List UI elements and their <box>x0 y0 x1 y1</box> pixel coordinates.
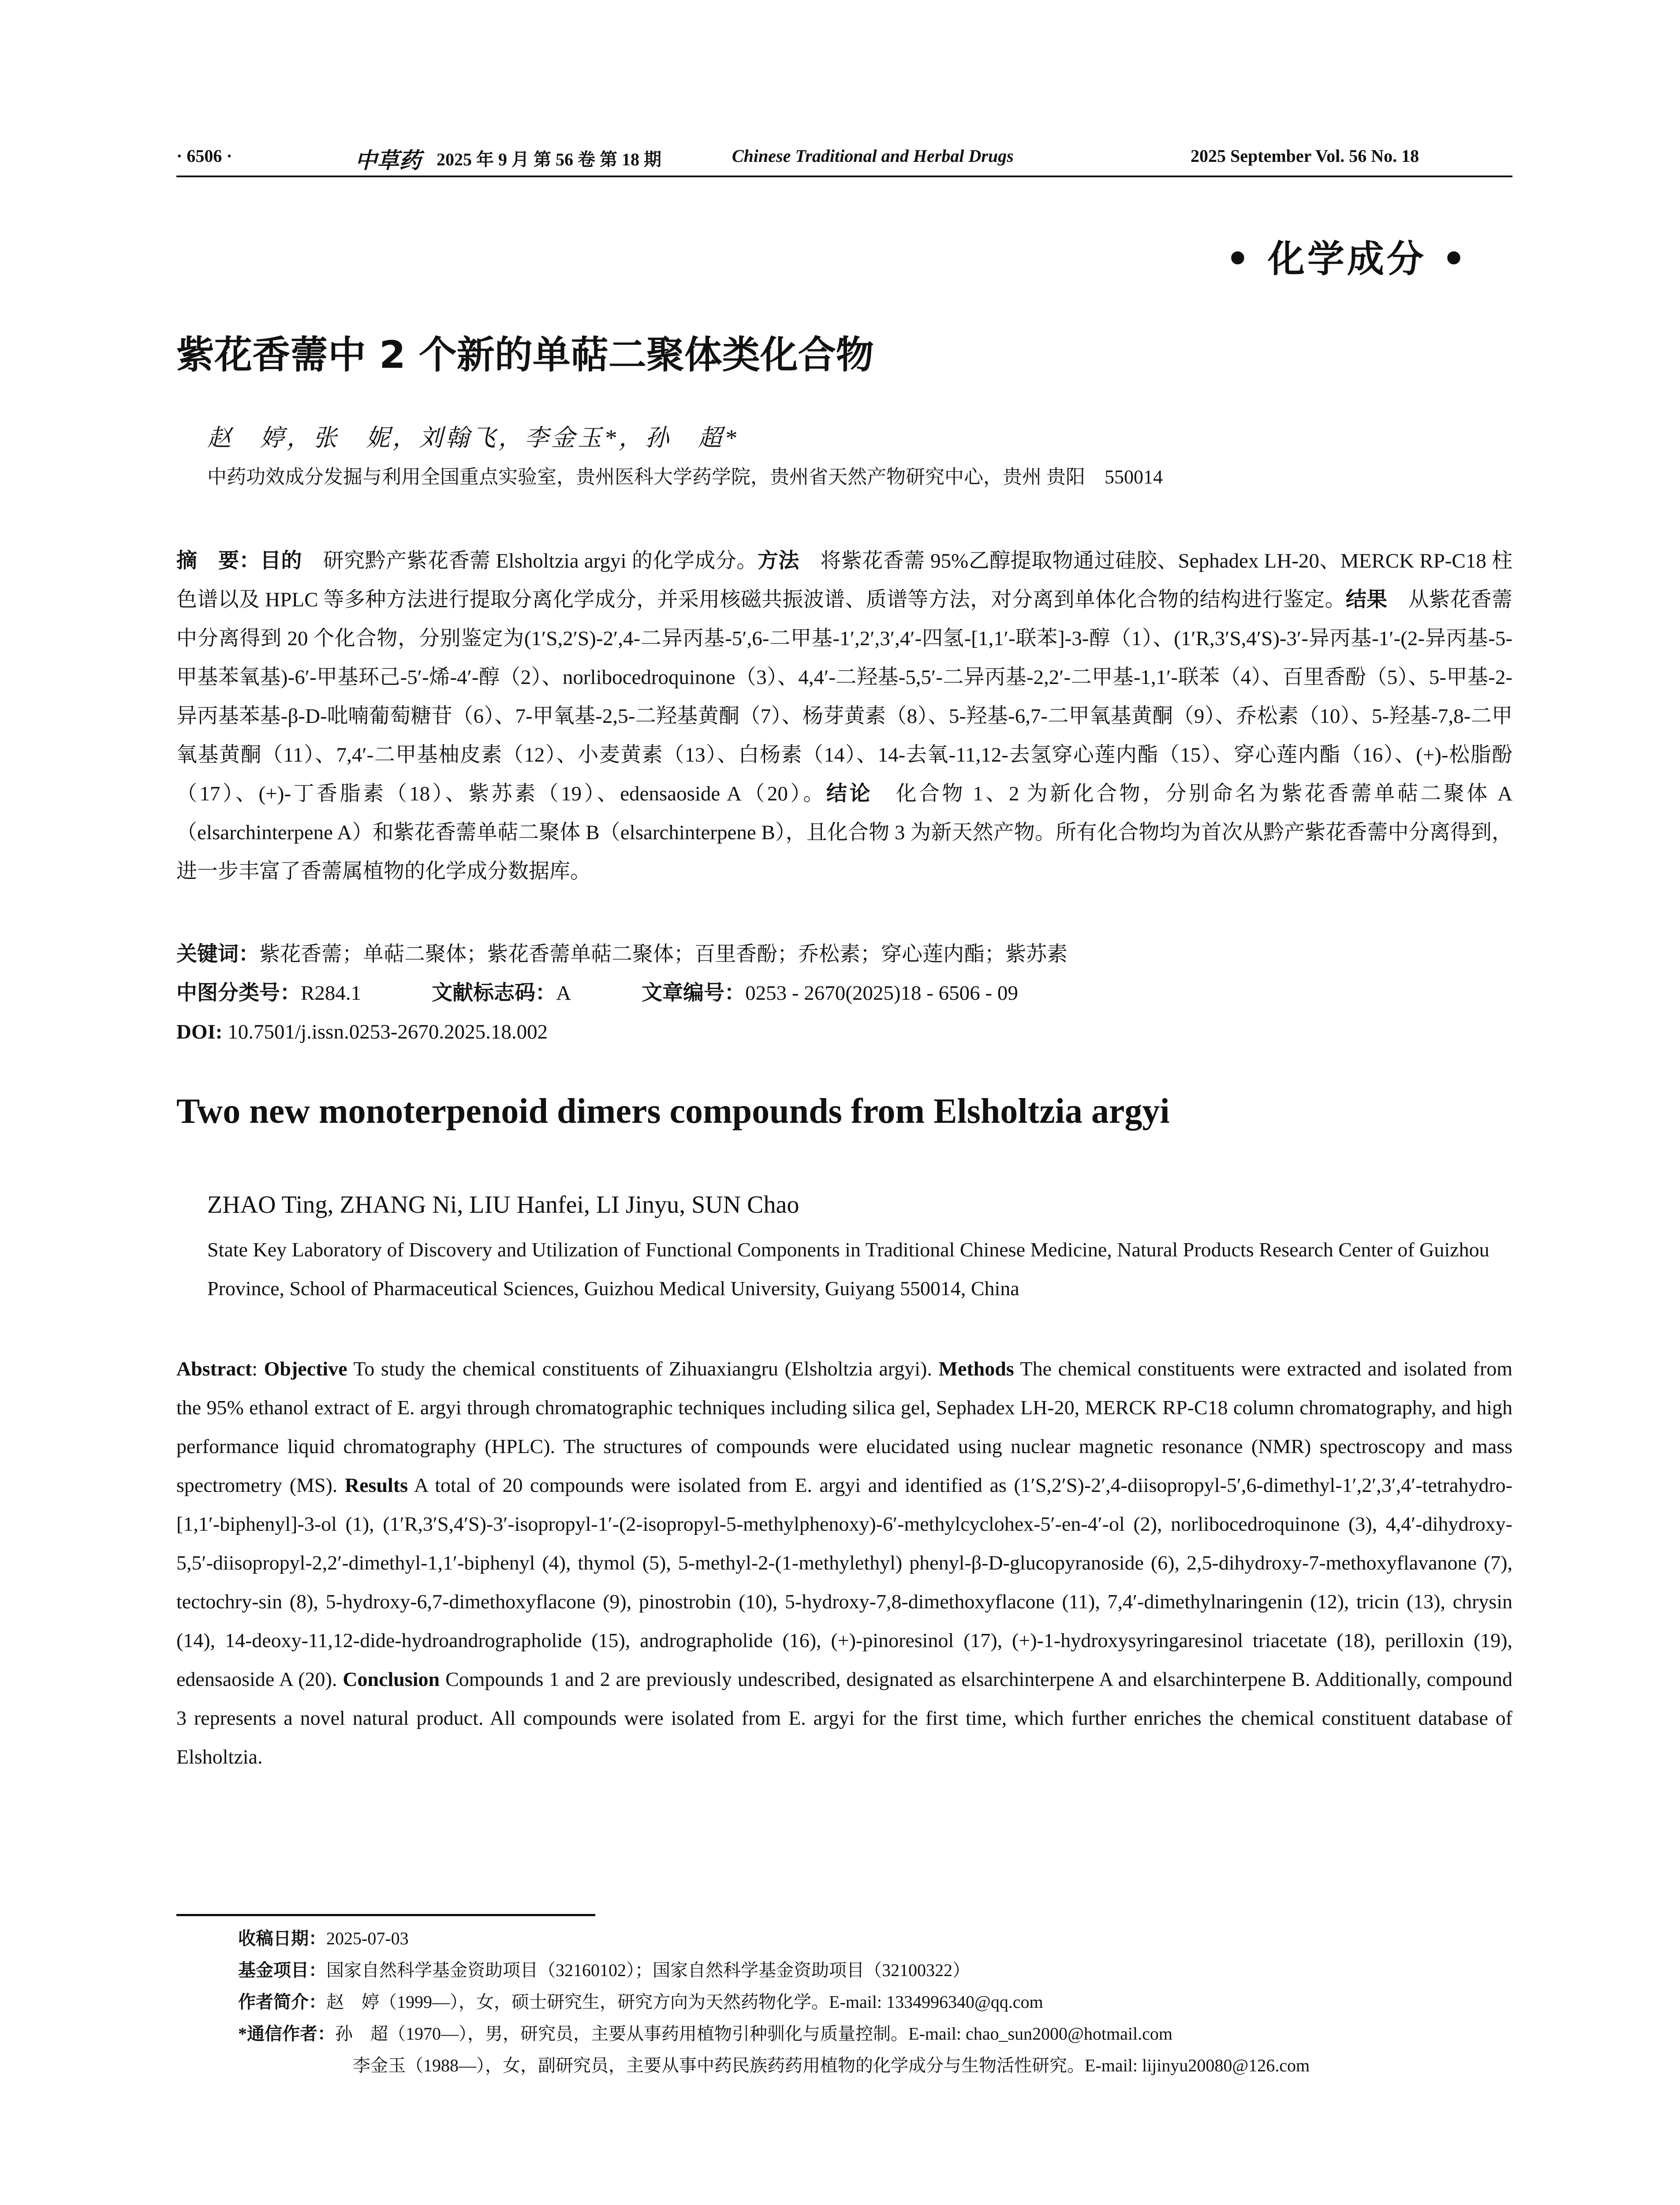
header-divider <box>176 176 1512 177</box>
footnote-funding <box>238 1955 970 1986</box>
methods-label-cn: 方法 <box>757 549 799 572</box>
objective-text-en: To study the chemical constituents of Zihuaxiangru (Elsholtzia argyi). <box>347 1357 932 1380</box>
author-list-cn: 赵 婷，张 妮，刘翰飞，李金玉*，孙 超* <box>207 425 739 451</box>
objective-label-cn: 目的 <box>260 549 302 572</box>
results-label-cn: 结果 <box>1345 588 1388 611</box>
author-list-en: ZHAO Ting, ZHANG Ni, LIU Hanfei, LI Jinyu, SUN Chao <box>207 1191 799 1218</box>
affiliation-en: State Key Laboratory of Discovery and Utilization of Functional Components in Traditional Chinese Medicine, Natural Products Research Center of Guizhou Province, School of Pharmaceutical Sciences, Guizhou Medical University, Guiyang 550014, China <box>207 1238 1490 1300</box>
methods-text-en: The chemical constituents were extracted and isolated from the 95% ethanol extract of E. argyi through chromatographic techniques including silica gel, Sephadex LH-20, MERCK RP-C18 column chromatography, and high performance liquid chromatography (HPLC). The structures of compounds were elucidated using nuclear magnetic resonance (NMR) spectroscopy and mass spectrometry (MS). <box>176 1357 1512 1496</box>
bio-label: 作者简介： <box>238 1992 326 2012</box>
received-label: 收稿日期： <box>238 1928 326 1948</box>
keywords-cn <box>176 935 1512 974</box>
objective-label-en: Objective <box>264 1357 347 1380</box>
issue-info-en: 2025 September Vol. 56 No. 18 <box>1191 146 1419 166</box>
doc-code-label: 文献标志码： <box>432 982 556 1005</box>
funding-label: 基金项目： <box>238 1960 326 1980</box>
doi-label: DOI: <box>176 1020 223 1043</box>
article-title-cn: 紫花香薷中 2 个新的单萜二聚体类化合物 <box>176 333 874 377</box>
abstract-label-cn: 摘 要： <box>176 549 260 572</box>
received-date: 2025-07-03 <box>326 1928 409 1948</box>
footnote-divider <box>176 1914 595 1916</box>
article-number-label: 文章编号： <box>642 982 746 1005</box>
results-label-en: Results <box>344 1474 408 1496</box>
results-text-en: A total of 20 compounds were isolated from E. argyi and identified as (1′S,2′S)-2′,4-diisopropyl-5′,6-dimethyl-1′,2′,3′,4′-tetrahydro-[1,1′-biphenyl]-3-ol (1), (1′R,3′S,4′S)-3′-isopropyl-1′-(2-isopropyl-5-methylphenoxy)-6′-methylcyclohex-5′-en-4′-ol (2), norlibocedroquinone (3), 4,4′-dihydroxy-5,5′-diisopropyl-2,2′-dimethyl-1,1′-biphenyl (4), thymol (5), 5-methyl-2-(1-methylethyl) phenyl-β-D-glucopyranoside (6), 2,5-dihydroxy-7-methoxyflavanone (7), tectochry-sin (8), 5-hydroxy-6,7-dimethoxyflacone (9), pinostrobin (10), 5-hydroxy-7,8-dimethoxyflacone (11), 7,4′-dimethylnaringenin (12), tricin (13), chrysin (14), 14-deoxy-11,12-dide-hydroandrographolide (15), andrographolide (16), (+)-pinoresinol (17), (+)-1-hydroxysyringaresinol triacetate (18), perilloxin (19), edensaoside A (20). <box>176 1474 1512 1690</box>
footnote-corresponding-1 <box>238 2018 1172 2050</box>
clc-label: 中图分类号： <box>176 982 301 1005</box>
conclusion-text-cn: 化合物 1、2 为新化合物，分别命名为紫花香薷单萜二聚体 A（elsarchinterpene A）和紫花香薷单萜二聚体 B（elsarchinterpene B），且化合物 3 为新天然产物。所有化合物均为首次从黔产紫花香薷中分离得到，进一步丰富了香薷属植物的化学成分数据库。 <box>176 782 1513 883</box>
doi-line <box>176 1013 1512 1051</box>
funding-text: 国家自然科学基金资助项目（32160102）；国家自然科学基金资助项目（32100322） <box>326 1960 970 1980</box>
doc-code-value: A <box>556 982 571 1005</box>
abstract-cn <box>176 542 1512 891</box>
methods-label-en: Methods <box>938 1357 1014 1380</box>
abstract-label-en: Abstract <box>176 1357 252 1380</box>
journal-name-en: Chinese Traditional and Herbal Drugs <box>732 146 1014 166</box>
bio-text: 赵 婷（1999—），女，硕士研究生，研究方向为天然药物化学。E-mail: 1334996340@qq.com <box>326 1992 1043 2012</box>
footnote-corresponding-2: 李金玉（1988—），女，副研究员，主要从事中药民族药药用植物的化学成分与生物活性研究。E-mail: lijinyu20080@126.com <box>353 2056 1310 2075</box>
page-number: · 6506 · <box>176 146 232 166</box>
conclusion-label-cn: 结论 <box>826 782 873 805</box>
corresponding-label: *通信作者： <box>238 2024 335 2044</box>
running-header <box>176 146 1508 172</box>
classification-line <box>176 974 1512 1013</box>
methods-text-cn: 将紫花香薷 95%乙醇提取物通过硅胶、Sephadex LH-20、MERCK RP-C18 柱色谱以及 HPLC 等多种方法进行提取分离化学成分，并采用核磁共振波谱、质谱等方法，对分离到单体化合物的结构进行鉴定。 <box>176 549 1513 611</box>
conclusion-text-en: Compounds 1 and 2 are previously undescribed, designated as elsarchinterpene A and elsarchinterpene B. Additionally, compound 3 represents a novel natural product. All compounds were isolated from E. argyi for the first time, which further enriches the chemical constituent database of Elsholtzia. <box>176 1668 1512 1768</box>
clc-value: R284.1 <box>301 982 362 1005</box>
footnote-received <box>238 1923 409 1955</box>
issue-info-cn: 2025 年 9 月 第 56 卷 第 18 期 <box>437 149 661 169</box>
keywords-text-cn: 紫花香薷；单萜二聚体；紫花香薷单萜二聚体；百里香酚；乔松素；穿心莲内酯；紫苏素 <box>259 943 1068 966</box>
results-text-cn: 从紫花香薷中分离得到 20 个化合物，分别鉴定为(1′S,2′S)-2′,4-二异丙基-5′,6-二甲基-1′,2′,3′,4′-四氢-[1,1′-联苯]-3-醇（1）、(1′R,3′S,4′S)-3′-异丙基-1′-(2-异丙基-5-甲基苯氧基)-6′-甲基环己-5′-烯-4′-醇（2）、norlibocedroquinone（3）、4,4′-二羟基-5,5′-二异丙基-2,2′-二甲基-1,1′-联苯（4）、百里香酚（5）、5-甲基-2-异丙基苯基-β-D-吡喃葡萄糖苷（6）、7-甲氧基-2,5-二羟基黄酮（7）、杨芽黄素（8）、5-羟基-6,7-二甲氧基黄酮（9）、乔松素（10）、5-羟基-7,8-二甲氧基黄酮（11）、7,4′-二甲基柚皮素（12）、小麦黄素（13）、白杨素（14）、14-去氧-11,12-去氢穿心莲内酯（15）、穿心莲内酯（16）、(+)-松脂酚（17）、(+)-丁香脂素（18）、紫苏素（19）、edensaoside A（20）。 <box>176 588 1512 805</box>
affiliation-cn: 中药功效成分发掘与利用全国重点实验室，贵州医科大学药学院，贵州省天然产物研究中心，贵州 贵阳 550014 <box>207 466 1163 488</box>
article-title-en: Two new monoterpenoid dimers compounds from Elsholtzia argyi <box>176 1092 1170 1131</box>
conclusion-label-en: Conclusion <box>343 1668 440 1690</box>
abstract-en: Abstract: Objective To study the chemical constituents of Zihuaxiangru (Elsholtzia argyi). Methods The chemical constituents were extracted and isolated from the 95% ethanol extract of E. argyi through chromatographic techniques including silica gel, Sephadex LH-20, MERCK RP-C18 column chromatography, and high performance liquid chromatography (HPLC). The structures of compounds were elucidated using nuclear magnetic resonance (NMR) spectroscopy and mass spectrometry (MS). Results A total of 20 compounds were isolated from E. argyi and identified as (1′S,2′S)-2′,4-diisopropyl-5′,6-dimethyl-1′,2′,3′,4′-tetrahydro-[1,1′-biphenyl]-3-ol (1), (1′R,3′S,4′S)-3′-isopropyl-1′-(2-isopropyl-5-methylphenoxy)-6′-methylcyclohex-5′-en-4′-ol (2), norlibocedroquinone (3), 4,4′-dihydroxy-5,5′-diisopropyl-2,2′-dimethyl-1,1′-biphenyl (4), thymol (5), 5-methyl-2-(1-methylethyl) phenyl-β-D-glucopyranoside (6), 2,5-dihydroxy-7-methoxyflavanone (7), tectochry-sin (8), 5-hydroxy-6,7-dimethoxyflacone (9), pinostrobin (10), 5-hydroxy-7,8-dimethoxyflacone (11), 7,4′-dimethylnaringenin (12), tricin (13), chrysin (14), 14-deoxy-11,12-dide-hydroandrographolide (15), andrographolide (16), (+)-pinoresinol (17), (+)-1-hydroxysyringaresinol triacetate (18), perilloxin (19), edensaoside A (20). Conclusion Compounds 1 and 2 are previously undescribed, designated as elsarchinterpene A and elsarchinterpene B. Additionally, compound 3 represents a novel natural product. All compounds were isolated from E. argyi for the first time, which further enriches the chemical constituent database of Elsholtzia. <box>176 1357 1512 1768</box>
footnote-author-bio <box>238 1986 1043 2018</box>
section-label: • 化学成分 • <box>1226 237 1468 280</box>
objective-text-cn: 研究黔产紫花香薷 Elsholtzia argyi 的化学成分。 <box>302 549 758 572</box>
journal-name-cn: 中草药 <box>355 148 421 173</box>
doi-value[interactable]: 10.7501/j.issn.0253-2670.2025.18.002 <box>222 1020 548 1043</box>
corresponding-text-1: 孙 超（1970—），男，研究员，主要从事药用植物引种驯化与质量控制。E-mail: chao_sun2000@hotmail.com <box>335 2024 1172 2044</box>
article-number-value: 0253 - 2670(2025)18 - 6506 - 09 <box>745 982 1018 1005</box>
keywords-label-cn: 关键词： <box>176 943 259 966</box>
